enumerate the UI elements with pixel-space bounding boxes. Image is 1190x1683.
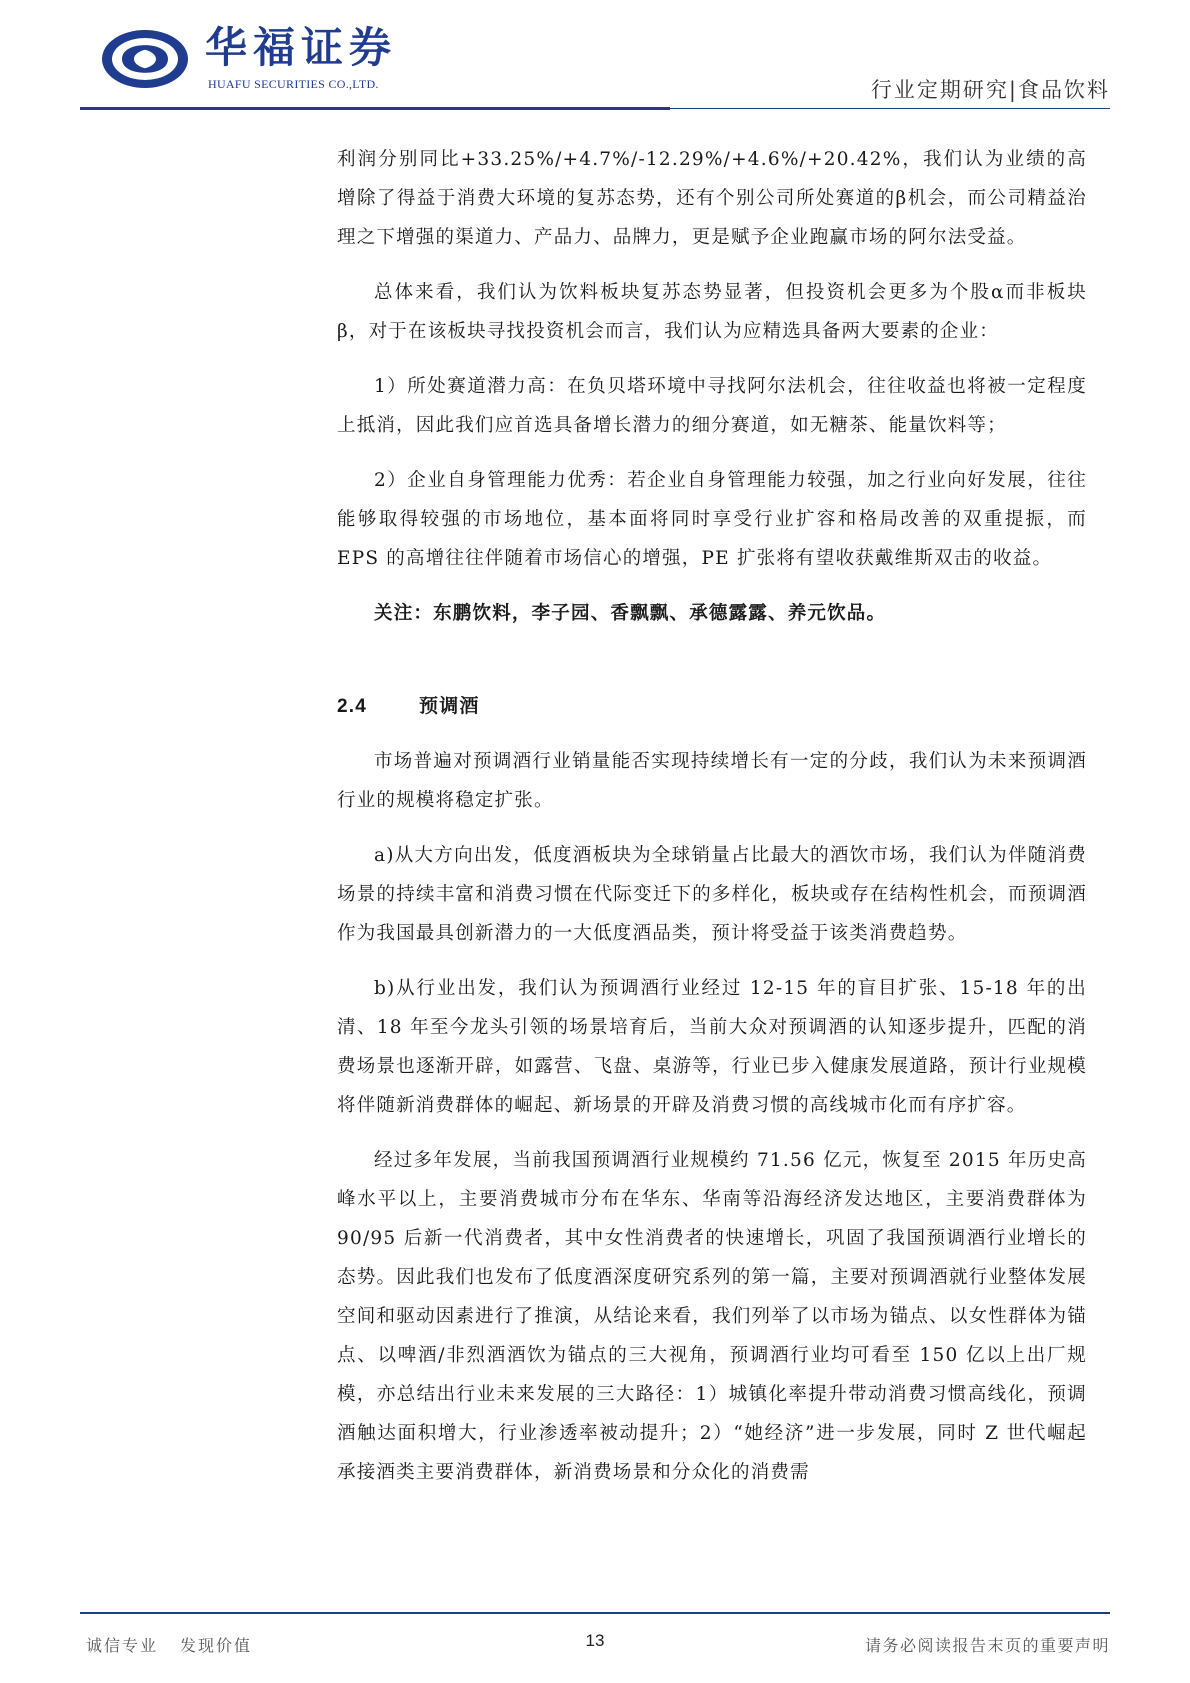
footer-slogan-1: 诚信专业 <box>86 1636 159 1655</box>
paragraph-beverage-summary: 总体来看，我们认为饮料板块复苏态势显著，但投资机会更多为个股α而非板块β，对于在该板块寻找投资机会而言，我们认为应精选具备两大要素的企业： <box>337 282 1087 342</box>
paragraph-rtd-industry: b)从行业出发，我们认为预调酒行业经过 12-15 年的盲目扩张、15-18 年的出清、18 年至今龙头引领的场景培育后，当前大众对预调酒的认知逐步提升，匹配的消费场景也逐渐开辟，如露营、飞盘、桌游等，行业已步入健康发展道路，预计行业规模将伴随新消费群体的崛起、新场景的开辟及消费习惯的高线城市化而有序扩容。 <box>337 978 1087 1116</box>
logo-english: HUAFU SECURITIES CO.,LTD. <box>208 77 379 91</box>
header-divider-accent <box>80 107 670 110</box>
focus-stocks: 关注：东鹏饮料，李子园、香飘飘、承德露露、养元饮品。 <box>374 603 887 624</box>
paragraph-rtd-macro: a)从大方向出发，低度酒板块为全球销量占比最大的酒饮市场，我们认为伴随消费场景的持续丰富和消费习惯在代际变迁下的多样化，板块或存在结构性机会，而预调酒作为我国最具创新潜力的一大低度酒品类，预计将受益于该类消费趋势。 <box>337 845 1087 944</box>
paragraph-criteria-2: 2）企业自身管理能力优秀：若企业自身管理能力较强，加之行业向好发展，往往能够取得较强的市场地位，基本面将同时享受行业扩容和格局改善的双重提振，而 EPS 的高增往往伴随着市场信心的增强，PE 扩张将有望收获戴维斯双击的收益。 <box>337 470 1087 569</box>
paragraph-criteria-1: 1）所处赛道潜力高：在负贝塔环境中寻找阿尔法机会，往往收益也将被一定程度上抵消，因此我们应首选具备增长潜力的细分赛道，如无糖茶、能量饮料等； <box>337 376 1087 436</box>
paragraph-profit-growth: 利润分别同比+33.25%/+4.7%/-12.29%/+4.6%/+20.42%，我们认为业绩的高增除了得益于消费大环境的复苏态势，还有个别公司所处赛道的β机会，而公司精益治理之下增强的渠道力、产品力、品牌力，更是赋予企业跑赢市场的阿尔法受益。 <box>337 149 1087 248</box>
footer-slogan-2: 发现价值 <box>180 1636 253 1655</box>
footer-disclaimer: 请务必阅读报告末页的重要声明 <box>864 1636 1110 1655</box>
page-number: 13 <box>585 1631 605 1650</box>
paragraph-rtd-scale: 经过多年发展，当前我国预调酒行业规模约 71.56 亿元，恢复至 2015 年历史高峰水平以上，主要消费城市分布在华东、华南等沿海经济发达地区，主要消费群体为 90/95 后新一代消费者，其中女性消费者的快速增长，巩固了我国预调酒行业增长的态势。因此我们也发布了低度酒深度研究系列的第一篇，主要对预调酒就行业整体发展空间和驱动因素进行了推演，从结论来看，我们列举了以市场为锚点、以女性群体为锚点、以啤酒/非烈酒酒饮为锚点的三大视角，预调酒行业均可看至 150 亿以上出厂规模，亦总结出行业未来发展的三大路径：1）城镇化率提升带动消费习惯高线化，预调酒触达面积增大，行业渗透率被动提升；2）“她经济”进一步发展，同时 Z 世代崛起承接酒类主要消费群体，新消费场景和分众化的消费需 <box>337 1150 1087 1483</box>
footer-divider <box>80 1612 1110 1614</box>
logo-chinese: 华福证券 <box>205 23 398 72</box>
section-title: 预调酒 <box>419 695 480 717</box>
page-header <box>0 0 1190 112</box>
report-body <box>337 140 1087 1492</box>
section-number: 2.4 <box>337 696 368 717</box>
document-type: 行业定期研究|食品饮料 <box>870 78 1110 102</box>
section-heading <box>337 687 1087 726</box>
huafu-logo-icon <box>100 28 190 90</box>
paragraph-rtd-market: 市场普遍对预调酒行业销量能否实现持续增长有一定的分歧，我们认为未来预调酒行业的规模将稳定扩张。 <box>337 751 1087 811</box>
footer-slogan <box>86 1633 252 1656</box>
